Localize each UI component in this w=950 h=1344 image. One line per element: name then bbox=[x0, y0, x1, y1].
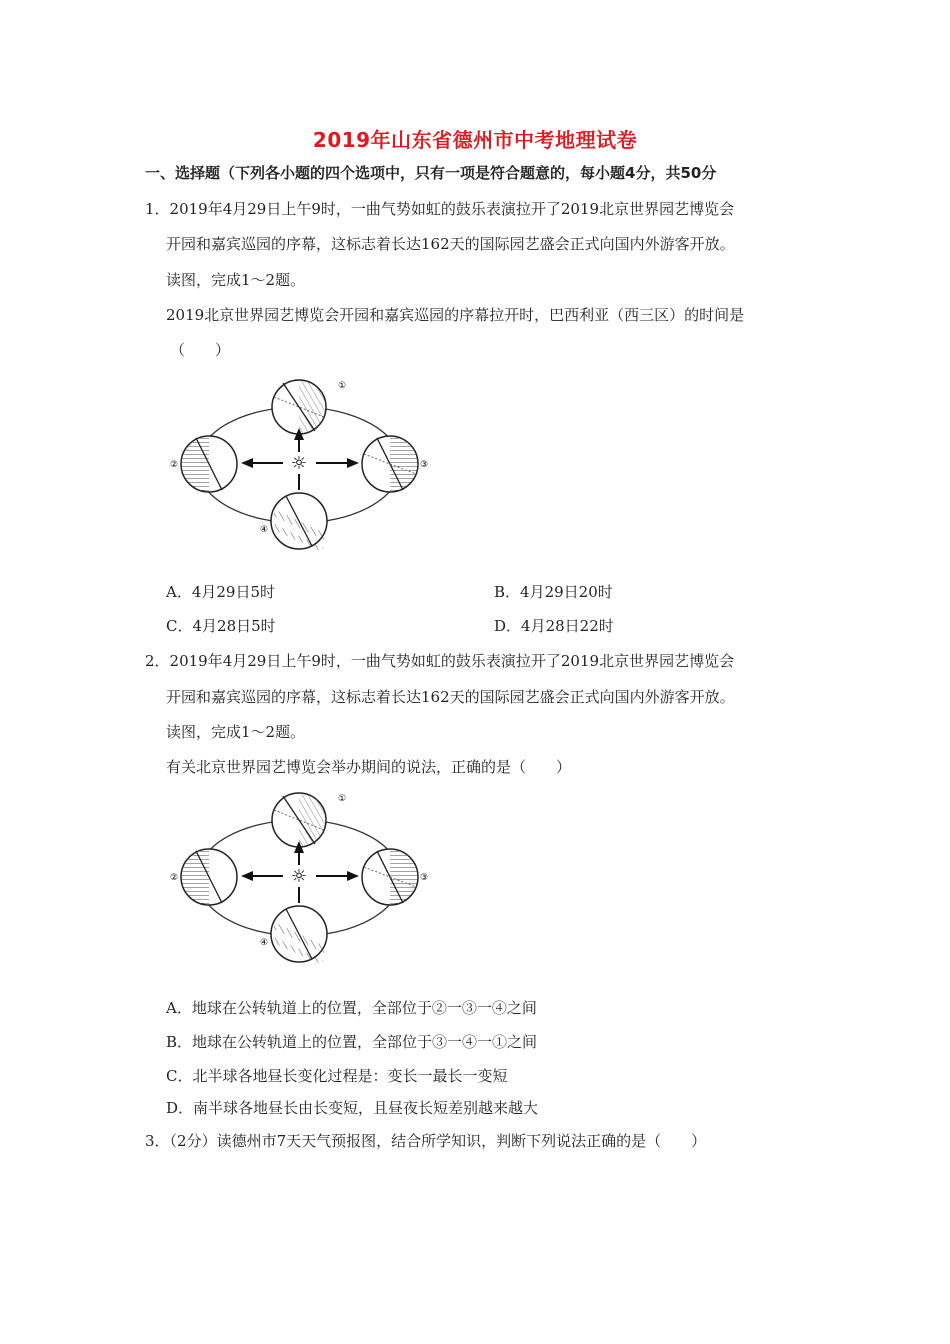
q1-option-d: D．4月28日22时 bbox=[494, 617, 614, 635]
position-label-4: ④ bbox=[260, 938, 269, 948]
position-label-3: ③ bbox=[420, 460, 429, 470]
sun-icon: ☼ bbox=[290, 866, 308, 887]
position-label-4: ④ bbox=[260, 525, 269, 535]
position-label-2: ② bbox=[170, 460, 179, 470]
q1-line1: 1．2019年4月29日上午9时，一曲气势如虹的鼓乐表演拉开了2019北京世界园艺博览会 bbox=[145, 200, 735, 218]
earth-position-1 bbox=[272, 380, 326, 434]
earth-position-1 bbox=[272, 793, 326, 847]
earth-position-4 bbox=[271, 493, 327, 550]
earth-position-3 bbox=[362, 436, 418, 492]
q3-line1: 3．（2分）读德州市7天天气预报图，结合所学知识，判断下列说法正确的是（ ） bbox=[145, 1132, 707, 1150]
q2-line2: 开园和嘉宾巡园的序幕，这标志着长达162天的国际园艺盛会正式向国内外游客开放。 bbox=[166, 688, 735, 706]
section-heading: 一、选择题（下列各小题的四个选项中，只有一项是符合题意的，每小题4分，共50分 bbox=[145, 164, 717, 182]
q1-option-c: C．4月28日5时 bbox=[166, 617, 276, 635]
q2-line3: 读图，完成1～2题。 bbox=[166, 723, 306, 741]
earth-orbit-diagram-2 bbox=[168, 783, 438, 973]
earth-position-3 bbox=[362, 849, 418, 905]
position-label-2: ② bbox=[170, 873, 179, 883]
q2-line1: 2．2019年4月29日上午9时，一曲气势如虹的鼓乐表演拉开了2019北京世界园艺博览会 bbox=[145, 652, 735, 670]
earth-position-4 bbox=[271, 906, 327, 963]
position-label-3: ③ bbox=[420, 873, 429, 883]
q2-line4: 有关北京世界园艺博览会举办期间的说法，正确的是（ ） bbox=[166, 758, 572, 776]
earth-position-2 bbox=[181, 436, 237, 492]
position-label-1: ① bbox=[338, 794, 347, 804]
q1-line4: 2019北京世界园艺博览会开园和嘉宾巡园的序幕拉开时，巴西利亚（西三区）的时间是 bbox=[166, 306, 745, 324]
position-label-1: ① bbox=[338, 381, 347, 391]
q1-option-b: B．4月29日20时 bbox=[494, 583, 613, 601]
sun-icon: ☼ bbox=[290, 453, 308, 474]
q1-line3: 读图，完成1～2题。 bbox=[166, 271, 306, 289]
q1-option-a: A．4月29日5时 bbox=[166, 583, 276, 601]
q1-line5: （ ） bbox=[170, 341, 231, 359]
q2-option-d: D．南半球各地昼长由长变短，且昼夜长短差别越来越大 bbox=[166, 1099, 539, 1117]
earth-orbit-diagram-1 bbox=[168, 370, 438, 560]
q1-line2: 开园和嘉宾巡园的序幕，这标志着长达162天的国际园艺盛会正式向国内外游客开放。 bbox=[166, 235, 735, 253]
q2-option-c: C．北半球各地昼长变化过程是：变长一最长一变短 bbox=[166, 1067, 508, 1085]
q2-option-a: A．地球在公转轨道上的位置，全部位于②一③一④之间 bbox=[166, 999, 537, 1017]
q2-option-b: B．地球在公转轨道上的位置，全部位于③一④一①之间 bbox=[166, 1033, 538, 1051]
page-title: 2019年山东省德州市中考地理试卷 bbox=[312, 128, 638, 152]
earth-position-2 bbox=[181, 849, 237, 905]
